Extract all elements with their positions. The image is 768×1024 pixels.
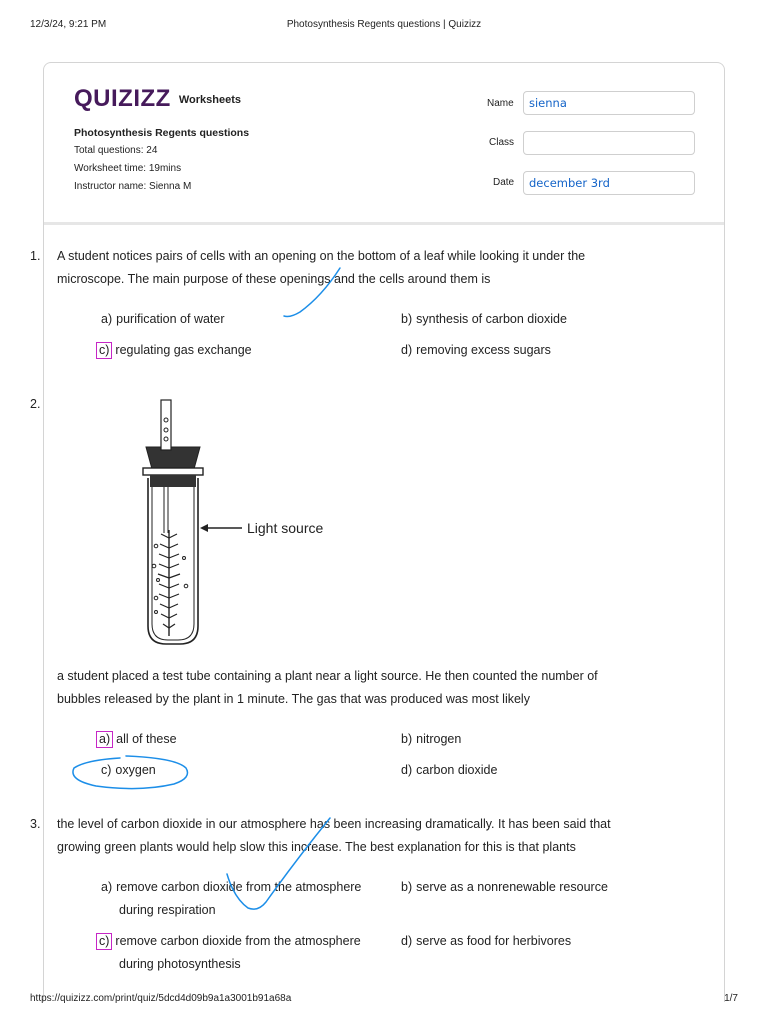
bubble bbox=[154, 544, 158, 548]
instructor-name: Instructor name: Sienna M bbox=[74, 181, 192, 192]
option-letter: d) bbox=[401, 763, 413, 777]
bubble bbox=[154, 596, 158, 600]
print-timestamp: 12/3/24, 9:21 PM bbox=[30, 19, 107, 30]
q1-option-d[interactable] bbox=[400, 339, 551, 362]
header-divider bbox=[44, 222, 724, 225]
bubble bbox=[183, 557, 186, 560]
page-number: 1/7 bbox=[724, 993, 738, 1004]
question-text-line: microscope. The main purpose of these openings and the cells around them is bbox=[57, 272, 491, 286]
question-number: 3. bbox=[30, 817, 41, 831]
test-tube-figure bbox=[138, 398, 348, 648]
question-text-line: growing green plants would help slow this increase. The best explanation for this is that plants bbox=[57, 840, 576, 854]
question-2 bbox=[30, 393, 70, 423]
option-text: remove carbon dioxide from the atmosphere bbox=[115, 934, 361, 948]
print-page-title: Photosynthesis Regents questions | Quizizz bbox=[286, 19, 482, 30]
stopper-lower bbox=[150, 475, 196, 487]
question-text bbox=[57, 245, 657, 291]
option-text: serve as a nonrenewable resource bbox=[416, 880, 608, 894]
option-text: all of these bbox=[116, 732, 177, 746]
name-label: Name bbox=[487, 98, 514, 109]
question-text-line: bubbles released by the plant in 1 minute. The gas that was produced was most likely bbox=[57, 692, 530, 706]
worksheet-time: Worksheet time: 19mins bbox=[74, 163, 182, 174]
bubble bbox=[157, 579, 160, 582]
q2-option-b[interactable] bbox=[400, 728, 461, 751]
q1-option-c[interactable] bbox=[96, 339, 252, 362]
question-2-text bbox=[30, 665, 710, 715]
total-questions: Total questions: 24 bbox=[74, 145, 158, 156]
question-number: 2. bbox=[30, 397, 41, 411]
q1-option-a[interactable] bbox=[100, 308, 225, 331]
worksheet-meta bbox=[74, 127, 249, 199]
class-label: Class bbox=[489, 137, 515, 148]
delivery-tube bbox=[161, 400, 171, 450]
question-text-line: the level of carbon dioxide in our atmosphere has been increasing dramatically. It has been said that bbox=[57, 817, 611, 831]
option-text: oxygen bbox=[115, 763, 156, 777]
class-field[interactable] bbox=[523, 131, 695, 155]
option-letter-selected: a) bbox=[96, 731, 113, 748]
option-text-continued: during respiration bbox=[119, 903, 216, 917]
q2-option-c[interactable] bbox=[100, 759, 156, 782]
q2-option-d[interactable] bbox=[400, 759, 497, 782]
worksheet-title: Photosynthesis Regents questions bbox=[74, 127, 250, 139]
q1-option-b[interactable] bbox=[400, 308, 567, 331]
question-text bbox=[57, 665, 657, 711]
question-text-line: A student notices pairs of cells with an opening on the bottom of a leaf while looking it under the bbox=[57, 249, 586, 263]
option-letter: d) bbox=[401, 343, 413, 357]
option-text: remove carbon dioxide from the atmosphere bbox=[116, 880, 362, 894]
q2-option-a[interactable] bbox=[96, 728, 177, 751]
name-field[interactable]: sienna bbox=[523, 91, 695, 115]
q3-option-b[interactable] bbox=[400, 876, 608, 899]
question-3 bbox=[30, 813, 710, 863]
question-text bbox=[57, 813, 657, 859]
option-text: carbon dioxide bbox=[416, 763, 498, 777]
date-field[interactable]: december 3rd bbox=[523, 171, 695, 195]
stopper bbox=[146, 447, 200, 469]
option-text: purification of water bbox=[116, 312, 225, 326]
arrow-head bbox=[200, 524, 208, 532]
logo-wordmark: QUIZIZZ bbox=[74, 85, 171, 112]
question-text-line: a student placed a test tube containing a plant near a light source. He then counted the number of bbox=[57, 669, 598, 683]
bubble bbox=[184, 584, 188, 588]
option-letter-selected: c) bbox=[96, 342, 112, 359]
q3-option-c[interactable] bbox=[96, 930, 361, 976]
bubble bbox=[155, 611, 158, 614]
option-letter: a) bbox=[101, 312, 113, 326]
option-text: removing excess sugars bbox=[416, 343, 551, 357]
option-text: nitrogen bbox=[416, 732, 462, 746]
option-letter-selected: c) bbox=[96, 933, 112, 950]
option-letter: c) bbox=[101, 763, 112, 777]
option-text: regulating gas exchange bbox=[115, 343, 252, 357]
option-letter: b) bbox=[401, 732, 413, 746]
q3-option-d[interactable] bbox=[400, 930, 571, 953]
option-letter: d) bbox=[401, 934, 413, 948]
logo-subtitle: Worksheets bbox=[178, 94, 241, 106]
option-text: serve as food for herbivores bbox=[416, 934, 572, 948]
option-text: synthesis of carbon dioxide bbox=[416, 312, 567, 326]
q3-option-a[interactable] bbox=[100, 876, 361, 922]
option-letter: a) bbox=[101, 880, 113, 894]
bubble bbox=[152, 564, 156, 568]
option-text-continued: during photosynthesis bbox=[119, 957, 241, 971]
test-tube-outer bbox=[148, 478, 198, 644]
question-number: 1. bbox=[30, 249, 41, 263]
tube-rim bbox=[143, 468, 203, 475]
date-label: Date bbox=[493, 177, 515, 188]
light-source-label: Light source bbox=[247, 520, 324, 536]
print-url: https://quizizz.com/print/quiz/5dcd4d09b9a1a3001b91a68a bbox=[30, 993, 292, 1004]
option-letter: b) bbox=[401, 312, 413, 326]
quizizz-logo bbox=[74, 85, 241, 113]
option-letter: b) bbox=[401, 880, 413, 894]
